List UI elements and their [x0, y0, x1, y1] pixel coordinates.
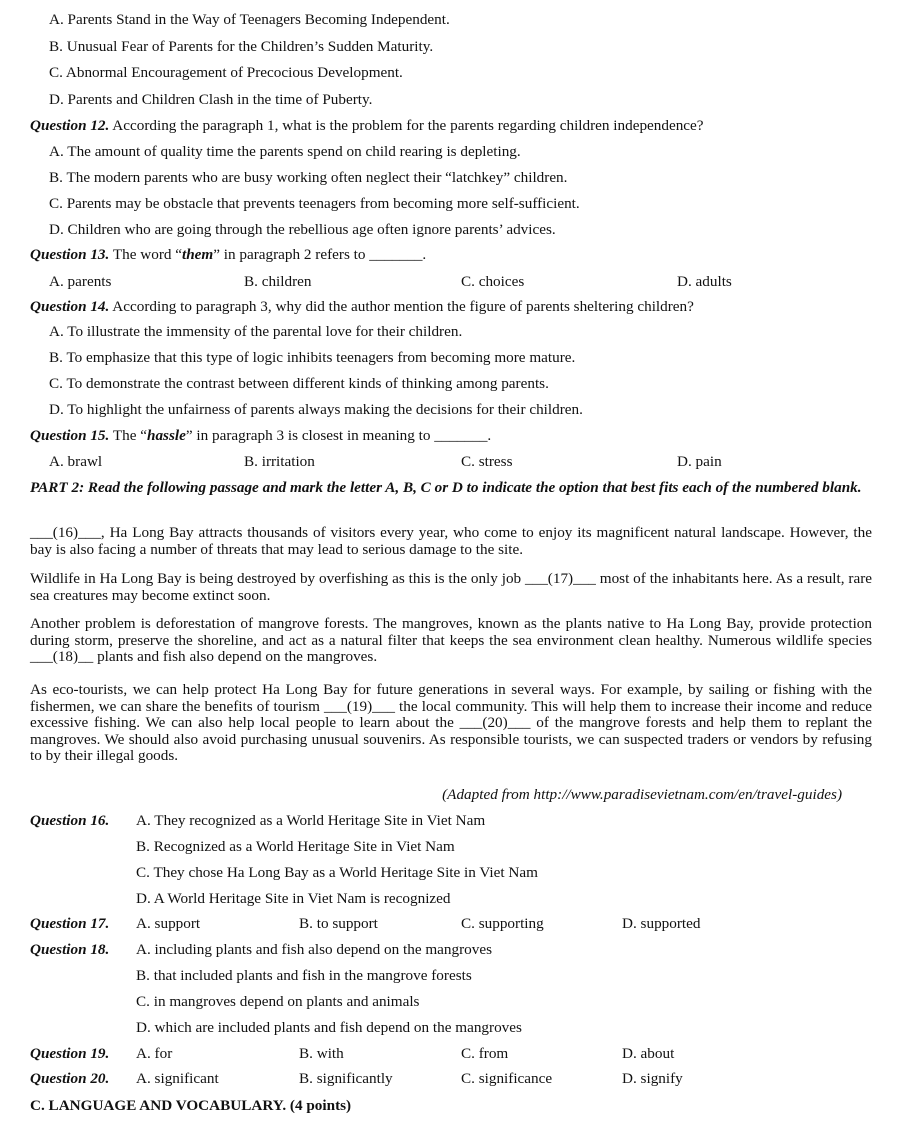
q11-option-b: B. Unusual Fear of Parents for the Children’s Sudden Maturity.: [49, 38, 434, 55]
question-19-label: Question 19.: [30, 1045, 110, 1062]
q12-option-c: C. Parents may be obstacle that prevents teenagers from becoming more self-sufficient.: [49, 195, 580, 212]
q11-option-d: D. Parents and Children Clash in the time of Puberty.: [49, 91, 373, 108]
q13-option-b: B. children: [244, 273, 312, 290]
q16-option-a: A. They recognized as a World Heritage Site in Viet Nam: [136, 812, 486, 829]
q14-option-d: D. To highlight the unfairness of parents always making the decisions for their children.: [49, 401, 583, 418]
passage-source: (Adapted from http://www.paradisevietnam.com/en/travel-guides): [442, 786, 842, 803]
question-18-label: Question 18.: [30, 941, 110, 958]
question-15-keyword: hassle: [147, 427, 186, 444]
question-16-label: Question 16.: [30, 812, 110, 829]
question-13: [30, 246, 426, 264]
question-12-label: Question 12.: [30, 117, 110, 134]
question-15: [30, 427, 491, 445]
q11-option-c: C. Abnormal Encouragement of Precocious Development.: [49, 64, 403, 81]
q20-option-b: B. significantly: [299, 1070, 393, 1087]
question-17-label: Question 17.: [30, 915, 110, 932]
q19-option-d: D. about: [622, 1045, 675, 1062]
q17-option-a: A. support: [136, 915, 201, 932]
question-13-text-after: ” in paragraph 2 refers to _______.: [213, 246, 427, 263]
q14-option-b: B. To emphasize that this type of logic inhibits teenagers from becoming more mature.: [49, 349, 576, 366]
q18-option-b: B. that included plants and fish in the mangrove forests: [136, 967, 472, 984]
q20-option-c: C. significance: [461, 1070, 553, 1087]
q16-option-b: B. Recognized as a World Heritage Site in Viet Nam: [136, 838, 455, 855]
question-14-text: According to paragraph 3, why did the author mention the figure of parents sheltering children?: [109, 298, 694, 315]
question-12-text: According the paragraph 1, what is the problem for the parents regarding children independence?: [109, 117, 704, 134]
q18-option-a: A. including plants and fish also depend on the mangroves: [136, 941, 492, 958]
question-13-label: Question 13.: [30, 246, 110, 263]
question-13-text-before: The word “: [109, 246, 183, 263]
q19-option-a: A. for: [136, 1045, 173, 1062]
question-15-label: Question 15.: [30, 427, 110, 444]
q11-option-a: A. Parents Stand in the Way of Teenagers Becoming Independent.: [49, 11, 450, 28]
q16-option-c: C. They chose Ha Long Bay as a World Heritage Site in Viet Nam: [136, 864, 538, 881]
q15-option-b: B. irritation: [244, 453, 315, 470]
q17-option-d: D. supported: [622, 915, 701, 932]
passage-paragraph-2: Wildlife in Ha Long Bay is being destroyed by overfishing as this is the only job ___(17)___ most of the inhabitants here. As a result, rare sea creatures may become extinct soon.: [30, 570, 872, 604]
question-14: [30, 298, 694, 316]
passage-paragraph-3: Another problem is deforestation of mangrove forests. The mangroves, known as the plants native to Ha Long Bay, provide protection during storm, preserve the shoreline, and act as a natural filter that keeps the sea environment clean healthy. Numerous wildlife species ___(18)__ plants and fish also depend on the mangroves.: [30, 615, 872, 666]
question-15-text-before: The “: [109, 427, 148, 444]
q20-option-d: D. signify: [622, 1070, 683, 1087]
q19-option-c: C. from: [461, 1045, 509, 1062]
q13-option-a: A. parents: [49, 273, 112, 290]
question-20-label: Question 20.: [30, 1070, 110, 1087]
passage-paragraph-4: As eco-tourists, we can help protect Ha Long Bay for future generations in several ways. For example, by sailing or fishing with the fishermen, we can share the benefits of tourism ___(19)___ the local community. This will help them to increase their income and reduce excessive fishing. We can also help local people to learn about the ___(20)___ of the mangrove forests and help them to replant the mangroves. We should also avoid purchasing unusual souvenirs. As responsible tourists, we can suspected traders or vendors by refusing to by their illegal goods.: [30, 681, 872, 765]
q12-option-d: D. Children who are going through the rebellious age often ignore parents’ advices.: [49, 221, 556, 238]
q15-option-d: D. pain: [677, 453, 722, 470]
q13-option-d: D. adults: [677, 273, 732, 290]
q16-option-d: D. A World Heritage Site in Viet Nam is recognized: [136, 890, 451, 907]
q15-option-c: C. stress: [461, 453, 513, 470]
passage-paragraph-1: ___(16)___, Ha Long Bay attracts thousands of visitors every year, who come to enjoy its magnificent natural landscape. However, the bay is also facing a number of threats that may lead to serious damage to the site.: [30, 524, 872, 558]
q14-option-c: C. To demonstrate the contrast between different kinds of thinking among parents.: [49, 375, 549, 392]
question-13-keyword: them: [182, 246, 214, 263]
q12-option-b: B. The modern parents who are busy working often neglect their “latchkey” children.: [49, 169, 568, 186]
part-2-heading: PART 2: Read the following passage and mark the letter A, B, C or D to indicate the option that best fits each of the numbered blank.: [30, 479, 862, 496]
question-14-label: Question 14.: [30, 298, 110, 315]
q13-option-c: C. choices: [461, 273, 525, 290]
question-12: [30, 117, 704, 135]
q19-option-b: B. with: [299, 1045, 344, 1062]
q18-option-d: D. which are included plants and fish depend on the mangroves: [136, 1019, 522, 1036]
q17-option-c: C. supporting: [461, 915, 544, 932]
q14-option-a: A. To illustrate the immensity of the parental love for their children.: [49, 323, 463, 340]
q17-option-b: B. to support: [299, 915, 378, 932]
section-c-heading: C. LANGUAGE AND VOCABULARY. (4 points): [30, 1097, 352, 1114]
q12-option-a: A. The amount of quality time the parents spend on child rearing is depleting.: [49, 143, 521, 160]
q20-option-a: A. significant: [136, 1070, 219, 1087]
question-15-text-after: ” in paragraph 3 is closest in meaning to _______.: [185, 427, 492, 444]
q18-option-c: C. in mangroves depend on plants and animals: [136, 993, 420, 1010]
q15-option-a: A. brawl: [49, 453, 103, 470]
